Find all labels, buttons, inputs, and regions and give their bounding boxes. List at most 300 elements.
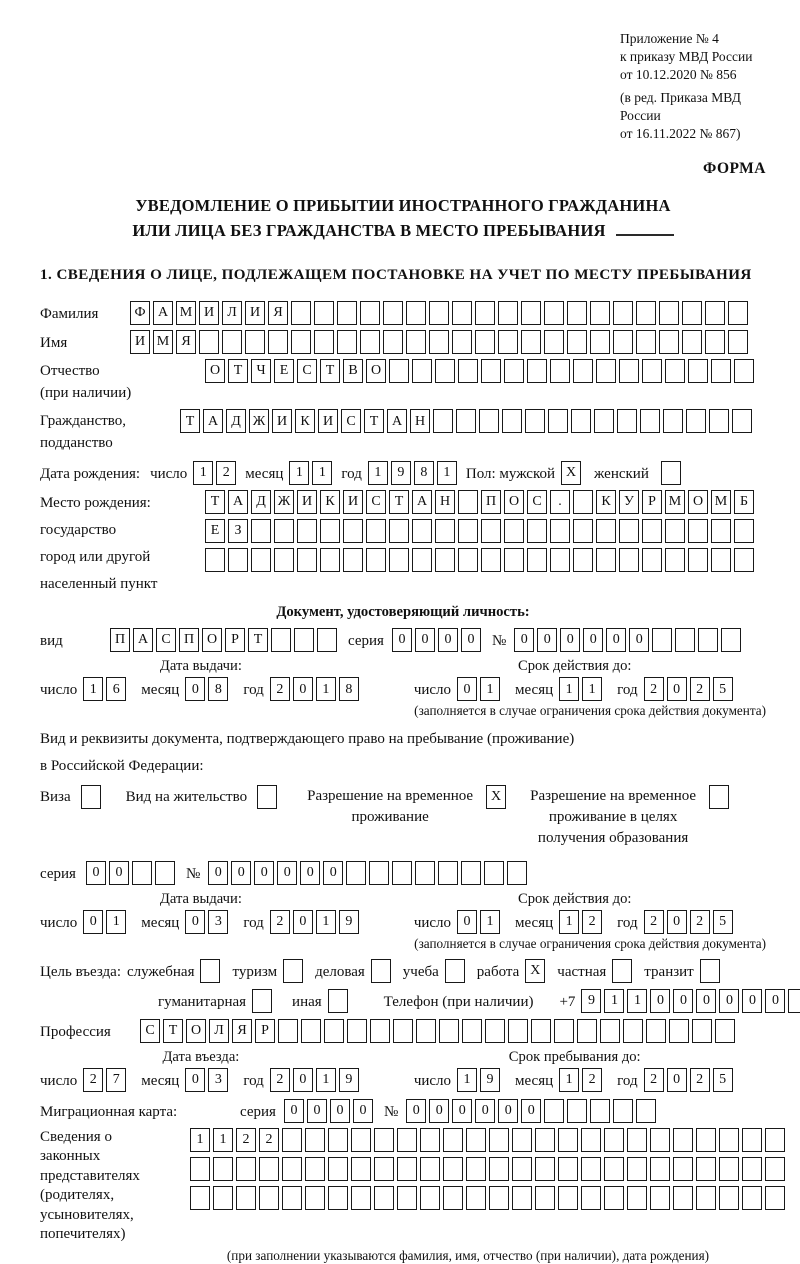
expiry-day-box[interactable]: 1 xyxy=(480,910,500,934)
representative-char-box[interactable] xyxy=(351,1157,371,1181)
birth-place-char-box[interactable]: К xyxy=(320,490,340,514)
residence-series-box[interactable] xyxy=(132,861,152,885)
representative-char-box[interactable] xyxy=(374,1157,394,1181)
representative-char-box[interactable] xyxy=(374,1128,394,1152)
purpose-humanitarian-checkbox[interactable] xyxy=(252,989,272,1013)
birth-place-char-box[interactable] xyxy=(320,519,340,543)
profession-char-box[interactable] xyxy=(370,1019,390,1043)
birth-place-char-box[interactable]: О xyxy=(504,490,524,514)
representative-char-box[interactable] xyxy=(466,1157,486,1181)
surname-char-box[interactable] xyxy=(636,301,656,325)
profession-char-box[interactable]: С xyxy=(140,1019,160,1043)
birth-place-char-box[interactable] xyxy=(320,548,340,572)
patronymic-char-box[interactable]: Т xyxy=(228,359,248,383)
given-name-char-box[interactable] xyxy=(199,330,219,354)
citizenship-char-box[interactable]: Т xyxy=(364,409,384,433)
birth-place-char-box[interactable] xyxy=(389,519,409,543)
birth-place-char-box[interactable] xyxy=(734,548,754,572)
birth-place-char-box[interactable]: Н xyxy=(435,490,455,514)
sex-male-checkbox[interactable]: X xyxy=(561,461,581,485)
entry-month-box[interactable]: 0 xyxy=(185,1068,205,1092)
given-name-char-box[interactable] xyxy=(429,330,449,354)
residence-permit-checkbox[interactable] xyxy=(257,785,277,809)
citizenship-char-box[interactable] xyxy=(479,409,499,433)
until-day-box[interactable]: 1 xyxy=(457,1068,477,1092)
surname-char-box[interactable] xyxy=(360,301,380,325)
patronymic-char-box[interactable]: Ч xyxy=(251,359,271,383)
purpose-transit-checkbox[interactable] xyxy=(700,959,720,983)
issue-month-box[interactable]: 0 xyxy=(185,677,205,701)
citizenship-char-box[interactable] xyxy=(709,409,729,433)
issue-year-box[interactable]: 9 xyxy=(339,910,359,934)
given-name-char-box[interactable] xyxy=(452,330,472,354)
representative-char-box[interactable] xyxy=(627,1128,647,1152)
expiry-month-box[interactable]: 1 xyxy=(559,677,579,701)
expiry-day-box[interactable]: 1 xyxy=(480,677,500,701)
representative-char-box[interactable] xyxy=(213,1157,233,1181)
expiry-year-box[interactable]: 0 xyxy=(667,677,687,701)
issue-year-box[interactable]: 0 xyxy=(293,677,313,701)
citizenship-char-box[interactable]: И xyxy=(272,409,292,433)
surname-char-box[interactable] xyxy=(337,301,357,325)
citizenship-char-box[interactable] xyxy=(548,409,568,433)
expiry-month-box[interactable]: 1 xyxy=(559,910,579,934)
purpose-private-checkbox[interactable] xyxy=(612,959,632,983)
until-year-box[interactable]: 0 xyxy=(667,1068,687,1092)
representative-char-box[interactable] xyxy=(696,1128,716,1152)
purpose-business-checkbox[interactable] xyxy=(371,959,391,983)
given-name-char-box[interactable] xyxy=(590,330,610,354)
given-name-char-box[interactable]: Я xyxy=(176,330,196,354)
migration-number-box[interactable]: 0 xyxy=(521,1099,541,1123)
birth-place-char-box[interactable] xyxy=(458,490,478,514)
birth-place-char-box[interactable] xyxy=(297,519,317,543)
birth-place-char-box[interactable] xyxy=(389,548,409,572)
profession-char-box[interactable] xyxy=(715,1019,735,1043)
migration-number-box[interactable]: 0 xyxy=(406,1099,426,1123)
doc-number-box[interactable]: 0 xyxy=(560,628,580,652)
birth-place-char-box[interactable] xyxy=(527,548,547,572)
birth-place-char-box[interactable]: Д xyxy=(251,490,271,514)
entry-day-box[interactable]: 2 xyxy=(83,1068,103,1092)
surname-char-box[interactable] xyxy=(429,301,449,325)
issue-month-box[interactable]: 0 xyxy=(185,910,205,934)
representative-char-box[interactable] xyxy=(650,1186,670,1210)
citizenship-char-box[interactable] xyxy=(663,409,683,433)
purpose-official-checkbox[interactable] xyxy=(200,959,220,983)
surname-char-box[interactable] xyxy=(613,301,633,325)
birth-place-char-box[interactable] xyxy=(481,519,501,543)
given-name-char-box[interactable] xyxy=(544,330,564,354)
profession-char-box[interactable] xyxy=(646,1019,666,1043)
birth-year-box[interactable]: 9 xyxy=(391,461,411,485)
birth-place-char-box[interactable] xyxy=(343,548,363,572)
expiry-year-box[interactable]: 2 xyxy=(644,677,664,701)
representative-char-box[interactable] xyxy=(512,1128,532,1152)
given-name-char-box[interactable] xyxy=(567,330,587,354)
birth-place-char-box[interactable] xyxy=(665,548,685,572)
migration-number-box[interactable] xyxy=(590,1099,610,1123)
citizenship-char-box[interactable] xyxy=(617,409,637,433)
citizenship-char-box[interactable]: А xyxy=(387,409,407,433)
doc-number-box[interactable] xyxy=(721,628,741,652)
birth-place-char-box[interactable]: К xyxy=(596,490,616,514)
given-name-char-box[interactable] xyxy=(291,330,311,354)
profession-char-box[interactable] xyxy=(324,1019,344,1043)
profession-char-box[interactable] xyxy=(485,1019,505,1043)
birth-place-char-box[interactable]: С xyxy=(527,490,547,514)
until-year-box[interactable]: 2 xyxy=(690,1068,710,1092)
birth-place-char-box[interactable]: М xyxy=(665,490,685,514)
phone-digit-box[interactable]: 0 xyxy=(765,989,785,1013)
profession-char-box[interactable] xyxy=(577,1019,597,1043)
purpose-other-checkbox[interactable] xyxy=(328,989,348,1013)
birth-place-char-box[interactable] xyxy=(458,519,478,543)
representative-char-box[interactable] xyxy=(397,1157,417,1181)
profession-char-box[interactable] xyxy=(600,1019,620,1043)
birth-place-char-box[interactable] xyxy=(573,548,593,572)
birth-place-char-box[interactable]: П xyxy=(481,490,501,514)
expiry-year-box[interactable]: 0 xyxy=(667,910,687,934)
given-name-char-box[interactable] xyxy=(498,330,518,354)
birth-place-char-box[interactable] xyxy=(366,519,386,543)
citizenship-char-box[interactable] xyxy=(640,409,660,433)
citizenship-char-box[interactable] xyxy=(502,409,522,433)
entry-year-box[interactable]: 9 xyxy=(339,1068,359,1092)
representative-char-box[interactable] xyxy=(604,1128,624,1152)
migration-number-box[interactable]: 0 xyxy=(429,1099,449,1123)
given-name-char-box[interactable]: И xyxy=(130,330,150,354)
birth-place-char-box[interactable] xyxy=(458,548,478,572)
birth-day-box[interactable]: 2 xyxy=(216,461,236,485)
representative-char-box[interactable] xyxy=(489,1186,509,1210)
given-name-char-box[interactable] xyxy=(383,330,403,354)
birth-place-char-box[interactable]: А xyxy=(228,490,248,514)
profession-char-box[interactable]: Я xyxy=(232,1019,252,1043)
representative-char-box[interactable] xyxy=(397,1186,417,1210)
patronymic-char-box[interactable] xyxy=(550,359,570,383)
representative-char-box[interactable] xyxy=(466,1186,486,1210)
profession-char-box[interactable] xyxy=(692,1019,712,1043)
birth-place-char-box[interactable] xyxy=(504,519,524,543)
phone-digit-box[interactable]: 1 xyxy=(604,989,624,1013)
profession-char-box[interactable]: О xyxy=(186,1019,206,1043)
birth-place-char-box[interactable] xyxy=(642,519,662,543)
until-month-box[interactable]: 1 xyxy=(559,1068,579,1092)
sex-female-checkbox[interactable] xyxy=(661,461,681,485)
representative-char-box[interactable] xyxy=(351,1128,371,1152)
doc-number-box[interactable] xyxy=(652,628,672,652)
citizenship-char-box[interactable]: Ж xyxy=(249,409,269,433)
representative-char-box[interactable] xyxy=(673,1186,693,1210)
doc-number-box[interactable] xyxy=(698,628,718,652)
representative-char-box[interactable] xyxy=(558,1157,578,1181)
representative-char-box[interactable] xyxy=(627,1186,647,1210)
birth-place-char-box[interactable] xyxy=(734,519,754,543)
birth-place-char-box[interactable] xyxy=(596,519,616,543)
birth-month-box[interactable]: 1 xyxy=(312,461,332,485)
patronymic-char-box[interactable] xyxy=(688,359,708,383)
birth-place-char-box[interactable]: . xyxy=(550,490,570,514)
patronymic-char-box[interactable]: Е xyxy=(274,359,294,383)
birth-place-char-box[interactable]: Б xyxy=(734,490,754,514)
surname-char-box[interactable] xyxy=(682,301,702,325)
birth-place-char-box[interactable]: З xyxy=(228,519,248,543)
doc-type-char-box[interactable] xyxy=(317,628,337,652)
representative-char-box[interactable] xyxy=(259,1186,279,1210)
migration-number-box[interactable] xyxy=(636,1099,656,1123)
birth-place-char-box[interactable] xyxy=(711,519,731,543)
doc-number-box[interactable]: 0 xyxy=(537,628,557,652)
patronymic-char-box[interactable] xyxy=(389,359,409,383)
expiry-year-box[interactable]: 5 xyxy=(713,677,733,701)
doc-number-box[interactable] xyxy=(675,628,695,652)
surname-char-box[interactable] xyxy=(291,301,311,325)
issue-day-box[interactable]: 6 xyxy=(106,677,126,701)
representative-char-box[interactable] xyxy=(558,1128,578,1152)
representative-char-box[interactable] xyxy=(420,1157,440,1181)
entry-year-box[interactable]: 1 xyxy=(316,1068,336,1092)
representative-char-box[interactable] xyxy=(719,1128,739,1152)
representative-char-box[interactable] xyxy=(305,1128,325,1152)
given-name-char-box[interactable] xyxy=(728,330,748,354)
doc-type-char-box[interactable]: П xyxy=(110,628,130,652)
birth-place-char-box[interactable]: И xyxy=(343,490,363,514)
representative-char-box[interactable] xyxy=(512,1186,532,1210)
representative-char-box[interactable] xyxy=(535,1128,555,1152)
given-name-char-box[interactable] xyxy=(475,330,495,354)
entry-day-box[interactable]: 7 xyxy=(106,1068,126,1092)
birth-place-char-box[interactable] xyxy=(274,548,294,572)
doc-number-box[interactable]: 0 xyxy=(606,628,626,652)
profession-char-box[interactable]: Т xyxy=(163,1019,183,1043)
given-name-char-box[interactable] xyxy=(222,330,242,354)
migration-number-box[interactable] xyxy=(613,1099,633,1123)
birth-place-char-box[interactable] xyxy=(688,548,708,572)
representative-char-box[interactable] xyxy=(581,1157,601,1181)
residence-number-box[interactable]: 0 xyxy=(323,861,343,885)
entry-month-box[interactable]: 3 xyxy=(208,1068,228,1092)
patronymic-char-box[interactable] xyxy=(619,359,639,383)
representative-char-box[interactable] xyxy=(696,1157,716,1181)
phone-digit-box[interactable]: 0 xyxy=(650,989,670,1013)
profession-char-box[interactable]: Л xyxy=(209,1019,229,1043)
given-name-char-box[interactable] xyxy=(521,330,541,354)
given-name-char-box[interactable] xyxy=(659,330,679,354)
profession-char-box[interactable] xyxy=(554,1019,574,1043)
residence-number-box[interactable] xyxy=(392,861,412,885)
representative-char-box[interactable] xyxy=(443,1186,463,1210)
given-name-char-box[interactable] xyxy=(406,330,426,354)
profession-char-box[interactable] xyxy=(393,1019,413,1043)
issue-year-box[interactable]: 1 xyxy=(316,677,336,701)
doc-type-char-box[interactable]: Р xyxy=(225,628,245,652)
representative-char-box[interactable] xyxy=(719,1186,739,1210)
residence-number-box[interactable]: 0 xyxy=(254,861,274,885)
given-name-char-box[interactable]: М xyxy=(153,330,173,354)
surname-char-box[interactable] xyxy=(567,301,587,325)
birth-place-char-box[interactable] xyxy=(251,519,271,543)
representative-char-box[interactable] xyxy=(328,1128,348,1152)
representative-char-box[interactable] xyxy=(282,1128,302,1152)
title-blank-line[interactable] xyxy=(616,219,674,236)
representative-char-box[interactable] xyxy=(190,1157,210,1181)
doc-type-char-box[interactable] xyxy=(271,628,291,652)
doc-type-char-box[interactable]: А xyxy=(133,628,153,652)
birth-place-char-box[interactable] xyxy=(573,519,593,543)
representative-char-box[interactable] xyxy=(765,1157,785,1181)
birth-place-char-box[interactable] xyxy=(205,548,225,572)
expiry-day-box[interactable]: 0 xyxy=(457,910,477,934)
given-name-char-box[interactable] xyxy=(245,330,265,354)
representative-char-box[interactable] xyxy=(627,1157,647,1181)
citizenship-char-box[interactable]: Д xyxy=(226,409,246,433)
profession-char-box[interactable] xyxy=(347,1019,367,1043)
surname-char-box[interactable] xyxy=(475,301,495,325)
representative-char-box[interactable] xyxy=(397,1128,417,1152)
birth-place-char-box[interactable] xyxy=(343,519,363,543)
patronymic-char-box[interactable] xyxy=(711,359,731,383)
representative-char-box[interactable] xyxy=(765,1186,785,1210)
representative-char-box[interactable] xyxy=(765,1128,785,1152)
representative-char-box[interactable] xyxy=(650,1157,670,1181)
phone-digit-box[interactable]: 9 xyxy=(581,989,601,1013)
citizenship-char-box[interactable]: Н xyxy=(410,409,430,433)
representative-char-box[interactable] xyxy=(489,1128,509,1152)
until-day-box[interactable]: 9 xyxy=(480,1068,500,1092)
birth-place-char-box[interactable] xyxy=(550,548,570,572)
representative-char-box[interactable]: 2 xyxy=(236,1128,256,1152)
residence-number-box[interactable] xyxy=(369,861,389,885)
expiry-year-box[interactable]: 2 xyxy=(690,677,710,701)
doc-series-box[interactable]: 0 xyxy=(438,628,458,652)
representative-char-box[interactable] xyxy=(374,1186,394,1210)
citizenship-char-box[interactable]: К xyxy=(295,409,315,433)
doc-type-char-box[interactable]: С xyxy=(156,628,176,652)
representative-char-box[interactable] xyxy=(328,1186,348,1210)
given-name-char-box[interactable] xyxy=(314,330,334,354)
given-name-char-box[interactable] xyxy=(682,330,702,354)
residence-series-box[interactable] xyxy=(155,861,175,885)
birth-place-char-box[interactable]: Т xyxy=(389,490,409,514)
patronymic-char-box[interactable]: С xyxy=(297,359,317,383)
birth-place-char-box[interactable] xyxy=(619,519,639,543)
representative-char-box[interactable] xyxy=(328,1157,348,1181)
birth-year-box[interactable]: 8 xyxy=(414,461,434,485)
birth-year-box[interactable]: 1 xyxy=(437,461,457,485)
issue-year-box[interactable]: 8 xyxy=(339,677,359,701)
until-year-box[interactable]: 5 xyxy=(713,1068,733,1092)
migration-number-box[interactable]: 0 xyxy=(498,1099,518,1123)
representative-char-box[interactable] xyxy=(190,1186,210,1210)
surname-char-box[interactable] xyxy=(521,301,541,325)
phone-digit-box[interactable] xyxy=(788,989,800,1013)
residence-number-box[interactable]: 0 xyxy=(231,861,251,885)
doc-type-char-box[interactable]: П xyxy=(179,628,199,652)
birth-place-char-box[interactable]: М xyxy=(711,490,731,514)
given-name-char-box[interactable] xyxy=(613,330,633,354)
representative-char-box[interactable] xyxy=(489,1157,509,1181)
birth-place-char-box[interactable] xyxy=(642,548,662,572)
phone-digit-box[interactable]: 0 xyxy=(673,989,693,1013)
citizenship-char-box[interactable] xyxy=(433,409,453,433)
representative-char-box[interactable] xyxy=(742,1157,762,1181)
birth-place-char-box[interactable] xyxy=(481,548,501,572)
surname-char-box[interactable] xyxy=(705,301,725,325)
issue-day-box[interactable]: 1 xyxy=(106,910,126,934)
edu-permit-checkbox[interactable] xyxy=(709,785,729,809)
entry-year-box[interactable]: 2 xyxy=(270,1068,290,1092)
profession-char-box[interactable] xyxy=(416,1019,436,1043)
surname-char-box[interactable]: Ф xyxy=(130,301,150,325)
expiry-month-box[interactable]: 1 xyxy=(582,677,602,701)
representative-char-box[interactable] xyxy=(305,1186,325,1210)
birth-month-box[interactable]: 1 xyxy=(289,461,309,485)
patronymic-char-box[interactable] xyxy=(596,359,616,383)
visa-checkbox[interactable] xyxy=(81,785,101,809)
doc-number-box[interactable]: 0 xyxy=(514,628,534,652)
purpose-work-checkbox[interactable]: X xyxy=(525,959,545,983)
citizenship-char-box[interactable] xyxy=(525,409,545,433)
representative-char-box[interactable]: 2 xyxy=(259,1128,279,1152)
residence-series-box[interactable]: 0 xyxy=(109,861,129,885)
migration-number-box[interactable]: 0 xyxy=(475,1099,495,1123)
representative-char-box[interactable] xyxy=(650,1128,670,1152)
profession-char-box[interactable] xyxy=(623,1019,643,1043)
surname-char-box[interactable] xyxy=(544,301,564,325)
representative-char-box[interactable] xyxy=(420,1128,440,1152)
profession-char-box[interactable] xyxy=(439,1019,459,1043)
birth-place-char-box[interactable] xyxy=(412,548,432,572)
birth-place-char-box[interactable] xyxy=(297,548,317,572)
birth-place-char-box[interactable]: А xyxy=(412,490,432,514)
residence-number-box[interactable] xyxy=(415,861,435,885)
birth-place-char-box[interactable]: Ж xyxy=(274,490,294,514)
representative-char-box[interactable] xyxy=(696,1186,716,1210)
surname-char-box[interactable] xyxy=(383,301,403,325)
expiry-year-box[interactable]: 5 xyxy=(713,910,733,934)
issue-year-box[interactable]: 0 xyxy=(293,910,313,934)
migration-series-box[interactable]: 0 xyxy=(284,1099,304,1123)
representative-char-box[interactable] xyxy=(213,1186,233,1210)
birth-place-char-box[interactable] xyxy=(550,519,570,543)
birth-place-char-box[interactable]: С xyxy=(366,490,386,514)
representative-char-box[interactable] xyxy=(282,1157,302,1181)
surname-char-box[interactable]: Л xyxy=(222,301,242,325)
representative-char-box[interactable] xyxy=(581,1186,601,1210)
migration-number-box[interactable]: 0 xyxy=(452,1099,472,1123)
migration-number-box[interactable] xyxy=(544,1099,564,1123)
patronymic-char-box[interactable]: В xyxy=(343,359,363,383)
patronymic-char-box[interactable] xyxy=(527,359,547,383)
residence-series-box[interactable]: 0 xyxy=(86,861,106,885)
representative-char-box[interactable] xyxy=(305,1157,325,1181)
phone-digit-box[interactable]: 0 xyxy=(719,989,739,1013)
citizenship-char-box[interactable] xyxy=(456,409,476,433)
phone-digit-box[interactable]: 1 xyxy=(627,989,647,1013)
patronymic-char-box[interactable] xyxy=(435,359,455,383)
representative-char-box[interactable] xyxy=(512,1157,532,1181)
representative-char-box[interactable] xyxy=(581,1128,601,1152)
surname-char-box[interactable]: И xyxy=(245,301,265,325)
birth-place-char-box[interactable] xyxy=(366,548,386,572)
birth-year-box[interactable]: 1 xyxy=(368,461,388,485)
representative-char-box[interactable] xyxy=(535,1157,555,1181)
surname-char-box[interactable] xyxy=(498,301,518,325)
birth-place-char-box[interactable] xyxy=(688,519,708,543)
representative-char-box[interactable] xyxy=(673,1157,693,1181)
representative-char-box[interactable] xyxy=(236,1186,256,1210)
